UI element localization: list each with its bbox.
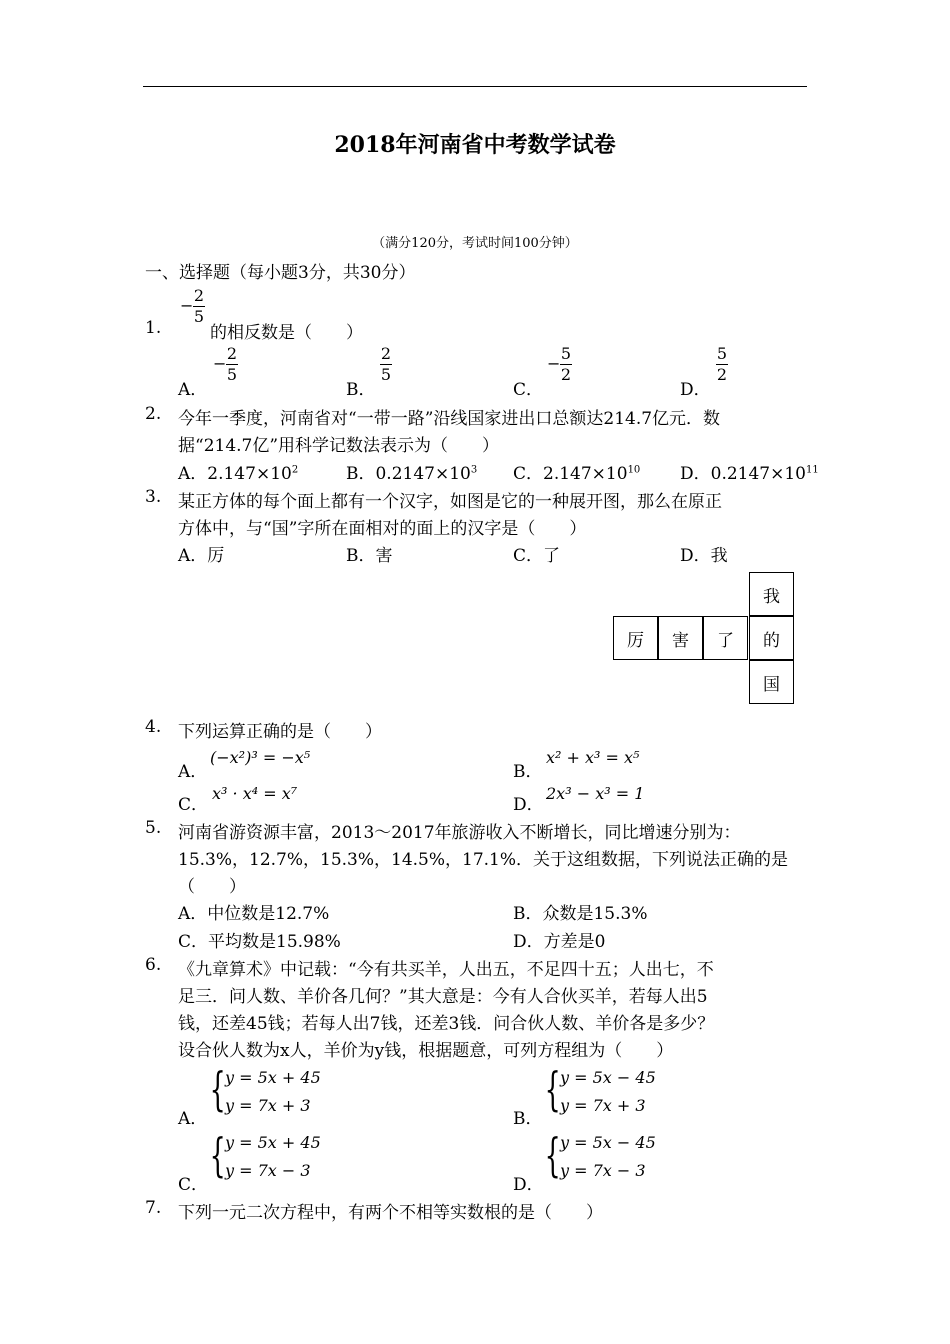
option-b-expression: x² + x³ = x⁵ (546, 748, 640, 767)
brace-icon: { (544, 1128, 561, 1182)
question-stem-line: 某正方体的每个面上都有一个汉字，如图是它的一种展开图，那么在原正 (178, 492, 722, 512)
net-cell: 厉 (613, 616, 658, 660)
section-heading: 一、选择题（每小题3分，共30分） (145, 263, 416, 283)
equation: y = 5x + 45 (225, 1068, 321, 1087)
option-d: D．方差是0 (513, 932, 606, 952)
option-d: D．$0.2147\times 10^{11}$ (680, 464, 819, 484)
option-c: C．平均数是15.98% (178, 932, 341, 952)
exam-info: （满分120分，考试时间100分钟） (372, 236, 578, 251)
option-b: B．害 (346, 546, 393, 566)
question-stem-line: 河南省游资源丰富，2013～2017年旅游收入不断增长，同比增速分别为： (178, 823, 741, 843)
question-stem: 下列运算正确的是（ ） (178, 722, 382, 742)
option-d-label: D． (513, 1175, 544, 1195)
option-b-label: B． (346, 380, 376, 400)
net-cell: 了 (703, 616, 748, 660)
option-c-label: C． (178, 1175, 209, 1195)
question-stem-line: 方体中，与“国”字所在面相对的面上的汉字是（ ） (178, 519, 587, 539)
option-c-label: C． (513, 380, 544, 400)
option-c: C．了 (513, 546, 561, 566)
equation: y = 5x − 45 (560, 1068, 656, 1087)
option-c: C．$2.147\times 10^{10}$ (513, 464, 641, 484)
net-cell: 害 (658, 616, 703, 660)
question-number: 5. (145, 818, 162, 838)
question-number: 7. (145, 1198, 162, 1218)
question-stem-line: 据“214.7亿”用科学记数法表示为（ ） (178, 436, 500, 456)
equation: y = 7x − 3 (225, 1161, 311, 1180)
option-a-label: A． (178, 1109, 208, 1129)
option-d: D．我 (680, 546, 728, 566)
option-b-label: B． (513, 762, 543, 782)
question-stem-line: 15.3%，12.7%，15.3%，14.5%，17.1%．关于这组数据，下列说法正确的是 (178, 850, 789, 870)
header-rule (143, 86, 807, 87)
question-number: 3. (145, 487, 162, 507)
question-stem-line: 足三．问人数、羊价各几何？”其大意是：今有人合伙买羊，若每人出5 (178, 987, 708, 1007)
option-c-label: C． (178, 795, 209, 815)
net-cell: 我 (749, 572, 794, 616)
question-number: 6. (145, 955, 162, 975)
option-d-fraction: 5 2 (716, 344, 728, 384)
option-a: A．厉 (178, 546, 225, 566)
option-a-expression: (−x²)³ = −x⁵ (210, 748, 311, 767)
brace-icon: { (544, 1062, 561, 1116)
option-a: A．$2.147\times 10^2$ (178, 464, 299, 484)
question-stem-line: 《九章算术》中记载：“今有共买羊，人出五，不足四十五；人出七，不 (178, 960, 714, 980)
question-number: 2. (145, 404, 162, 424)
equation: y = 5x + 45 (225, 1133, 321, 1152)
net-cell: 的 (749, 616, 794, 660)
question-number: 1. (145, 318, 162, 338)
option-c-expression: x³ · x⁴ = x⁷ (212, 784, 298, 803)
question-stem-line: 设合伙人数为x人，羊价为y钱，根据题意，可列方程组为（ ） (178, 1041, 674, 1061)
option-d-expression: 2x³ − x³ = 1 (546, 784, 645, 803)
page-title: 2018年河南省中考数学试卷 (334, 132, 616, 158)
question-stem: 下列一元二次方程中，有两个不相等实数根的是（ ） (178, 1203, 603, 1223)
option-d-label: D． (513, 795, 544, 815)
minus-sign: − (180, 296, 194, 315)
option-b-fraction: 2 5 (380, 344, 392, 384)
question-number: 4. (145, 717, 162, 737)
numerator: 2 (193, 286, 205, 305)
brace-icon: { (209, 1128, 226, 1182)
fraction (193, 287, 205, 326)
equation: y = 7x + 3 (560, 1096, 646, 1115)
option-a-label: A． (178, 380, 208, 400)
equation: y = 5x − 45 (560, 1133, 656, 1152)
option-a-fraction: 2 5 (226, 344, 238, 384)
question-stem-line: 今年一季度，河南省对“一带一路”沿线国家进出口总额达214.7亿元．数 (178, 409, 721, 429)
denominator: 5 (193, 307, 205, 326)
equation: y = 7x − 3 (560, 1161, 646, 1180)
option-a: A．中位数是12.7% (178, 904, 330, 924)
option-d-label: D． (680, 380, 711, 400)
option-a-label: A． (178, 762, 208, 782)
option-b: B．$0.2147\times 10^3$ (346, 464, 478, 484)
brace-icon: { (209, 1062, 226, 1116)
equation: y = 7x + 3 (225, 1096, 311, 1115)
minus-sign: − (213, 354, 227, 373)
question-stem-line: （ ） (178, 877, 246, 897)
question-stem: 的相反数是（ ） (210, 323, 363, 343)
net-cell: 国 (749, 660, 794, 704)
question-stem-line: 钱，还差45钱；若每人出7钱，还差3钱．问合伙人数、羊价各是多少？ (178, 1014, 715, 1034)
option-b-label: B． (513, 1109, 543, 1129)
option-c-fraction: 5 2 (560, 344, 572, 384)
option-b: B．众数是15.3% (513, 904, 648, 924)
minus-sign: − (547, 354, 561, 373)
